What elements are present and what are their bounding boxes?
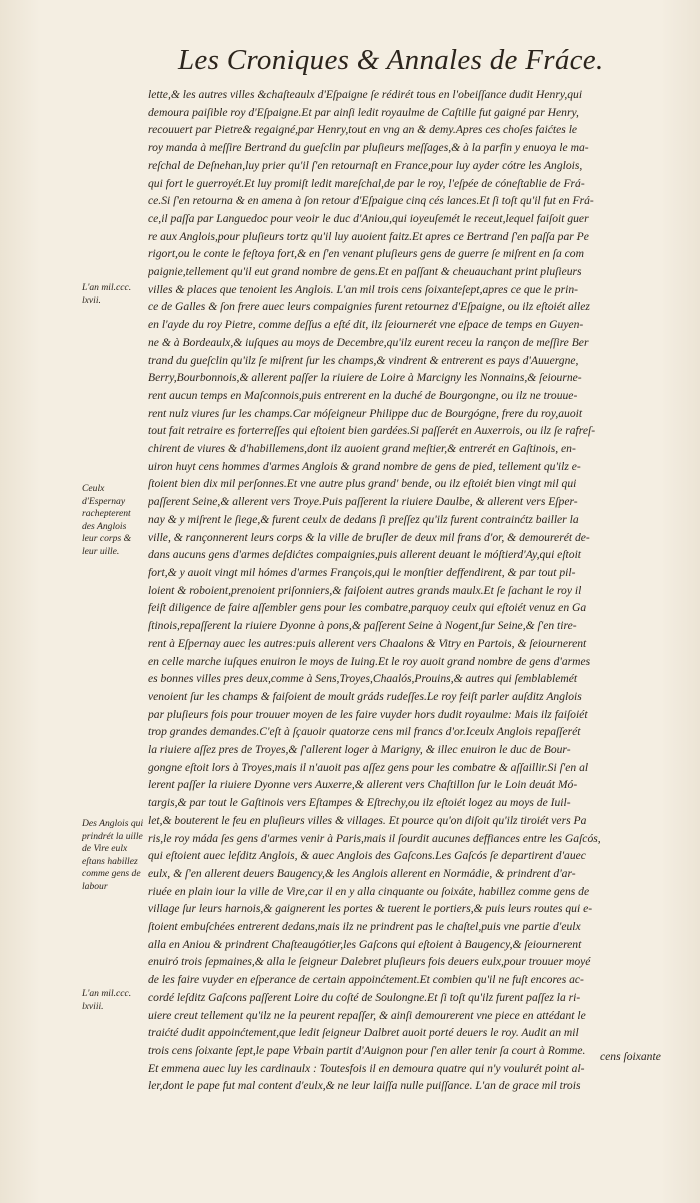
text-line: roy manda à meſſire Bertrand du gueſclin par pluſieurs meſſages,& à la parfin y enuoya le ma- — [148, 141, 589, 155]
text-line: es bonnes villes pres deux,comme à Sens,Troyes,Chaalós,Prouins,& autres qui ſemblablemét — [148, 672, 578, 686]
text-line: uiere creut tellement qu'ilz ne la peurent repaſſer, & ainſi demourerent vne piece en attédant le — [148, 1008, 586, 1022]
margin-note-espernay: Ceulx d'Espernay rachepterent des Anglois leur corps & leur uille. — [82, 483, 132, 557]
margin-note-year-1368: L'an mil.ccc. lxviii. — [82, 988, 132, 1012]
text-line: Et emmena auec luy les cardinaulx : Toutesfois il en demoura quatre qui n'y voulurét point al- — [148, 1061, 585, 1075]
text-line: ce.Si ſ'en retourna & en amena à ſon retour d'Eſpaigue cinq cés lances.Et ſi toſt qu'il fut en Frá- — [148, 194, 594, 208]
text-line: paſſerent Seine,& allerent vers Troye.Puis paſſerent la riuiere Daulbe, & allerent vers Eſper- — [148, 495, 578, 509]
main-text-block — [148, 86, 668, 1095]
text-line: ler,dont le pape fut mal content d'eulx,& ne leur laiſſa nulle puiſſance. L'an de grace mil trois — [148, 1079, 581, 1093]
text-line: ris,le roy máda ſes gens d'armes venir à Paris,mais il ſourdit aucunes deffiances entre les Gaſcós, — [148, 831, 601, 845]
text-line: qui eſtoient auec leſditz Anglois, & auec Anglois des Gaſcons.Les Gaſcós ſe departirent d'auec — [148, 849, 586, 863]
text-line: gongne eſtoit lors à Troyes,mais il n'auoit pas aſſez gens pour les combatre & aſſaillir.Si ſ'en al — [148, 760, 589, 774]
text-line: dans aucuns gens d'armes deſdićtes compaignies,puis allerent deuant le móſtierd'Ay,qui eſtoit — [148, 548, 582, 562]
text-line: tout fait retraire es forterreſſes qui eſtoient bien gardées.Si paſſerét en Auxerrois, ou ilz ſe rafreſ- — [148, 424, 596, 438]
text-line: eulx, & ſ'en allerent deuers Baugency,& les Anglois allerent en Normádie, & prindrent d'ar- — [148, 866, 576, 880]
text-line: lette,& les autres villes &chaſteaulx d'Eſpaigne ſe rédirét tous en l'obeiſſance dudit Henry,qui — [148, 88, 583, 101]
text-line: ſtoient embuſchées entrerent dedans,mais ilz ne prindrent pas le chaſtel,puis vne partie d'eulx — [148, 920, 581, 934]
text-line: rent à Eſpernay auec les autres:puis allerent vers Chaalons & Vitry en Partois, & ſeiournerent — [148, 636, 587, 650]
text-line: trand du gueſclin qu'ilz ſe miſrent ſur les champs,& vindrent & entrerent es pays d'Auuergne, — [148, 353, 579, 367]
running-title: Les Croniques & Annales de Fráce. — [178, 44, 604, 76]
text-line: enuiró trois ſepmaines,& alla le ſeigneur Dalebret pluſieurs fois deuers eulx,pour trouuer moyé — [148, 955, 591, 969]
catchword: cens ſoixante — [600, 1050, 661, 1063]
text-line: villes & places que tenoient les Anglois. L'an mil trois cens ſoixanteſept,apres ce que le prin- — [148, 282, 578, 296]
text-line: recouuert par Pietre& regaigné,par Henry,tout en vng an & demy.Apres ces choſes faićtes le — [148, 123, 578, 137]
margin-note-vire: Des Anglois qui prindrét la uille de Vire eulx eſtans habillez comme gens de labour — [82, 818, 144, 892]
text-line: cordé leſditz Gaſcons paſſerent Loire du coſté de Soulongne.Et ſi toſt qu'ilz furent paſſez la ri- — [148, 990, 581, 1004]
text-line: ſtinois,repaſſerent la riuiere Dyonne à pons,& paſſerent Seine à Nogent,ſur Seine,& ſ'en tire- — [148, 619, 577, 633]
text-line: ville, & rançonnerent leurs corps & la ville de bruſler de deux mil frans d'or, & demourerét de- — [148, 530, 590, 544]
text-line: feiſt diligence de faire aſſembler gens pour les combatre,parquoy ceulx qui eſtoiét venuz en Ga — [148, 601, 587, 615]
text-line: ce de Galles & ſon frere auec leurs compaignies furent retournez d'Eſpaigne, ou ilz eſtoiét allez — [148, 300, 590, 314]
text-line: targis,& par tout le Gaſtinois vers Eſtampes & Eſtrechy,ou ilz eſtoiét logez au moys de Iuil- — [148, 796, 571, 810]
text-line: trois cens ſoixante ſept,le pape Vrbain partit d'Auignon pour ſ'en aller tenir ſa court à Romme. — [148, 1043, 586, 1057]
margin-note-year-1367: L'an mil.ccc. lxvii. — [82, 282, 132, 306]
text-line: uiron huyt cens hommes d'armes Anglois & grand nombre de gens de pied, tellement qu'ilz e- — [148, 459, 581, 473]
text-line: la riuiere aſſez pres de Troyes,& ſ'allerent loger à Marigny, & illec enuiron le duc de Bour- — [148, 743, 571, 757]
text-line: traićté dudit appoinćtement,que ledit ſeigneur Dalbret auoit porté deuers le roy. Audit an mil — [148, 1026, 579, 1040]
text-line: paignie,tellement qu'il eut grand nombre de gens.Et en paſſant & cheuauchant print pluſieurs — [148, 265, 582, 279]
text-line: riuée en plain iour la ville de Vire,car il en y alla cinquante ou ſoixáte, habillez comme gens de — [148, 884, 590, 898]
text-line: lerent paſſer la riuiere Dyonne vers Auxerre,& allerent vers Chaſtillon ſur le Loin deuát Mó- — [148, 778, 578, 792]
text-line: ne & à Bordeaulx,& iuſques au moys de Decembre,qu'ilz eurent receu la rançon de meſſire Ber — [148, 335, 589, 349]
text-line: village ſur leurs harnois,& gaignerent les portes & tuerent le portiers,& puis leurs routes qui e- — [148, 902, 593, 916]
text-line: rent nulz viures ſur les champs.Car móſeigneur Philippe duc de Bourgógne, frere du roy,auoit — [148, 406, 583, 420]
text-line: rigort,ou le conte le feſtoya fort,& en ſ'en venant pluſieurs gens de guerre ſe miſrent en ſa com — [148, 247, 584, 261]
text-line: re aux Anglois,pour pluſieurs tortz qu'il luy auoient faitz.Et apres ce Bertrand ſ'en paſſa par Pe — [148, 229, 589, 243]
text-line: nay & y miſrent le ſiege,& furent ceulx de dedans ſi preſſez qu'ilz furent contrainćtz bailler la — [148, 512, 579, 526]
text-line: Berry,Bourbonnois,& allerent paſſer la riuiere de Loire à Marcigny les Nonnains,& ſeiourne- — [148, 371, 582, 385]
text-line: trop grandes demandes.C'eſt à ſçauoir quatorze cens mil francs d'or.Iceulx Anglois repaſſerét — [148, 725, 581, 739]
text-line: de les faire vuyder en eſperance de certain appoinćtement.Et combien qu'il ne fuſt encores ac- — [148, 973, 584, 987]
text-line: rent aucun temps en Maſconnois,puis entrerent en la duché de Bourgongne, ou ilz ne trouue- — [148, 388, 578, 402]
text-line: demoura paiſible roy d'Eſpaigne.Et par ainſi ledit royaulme de Caſtille fut gaigné par Henry, — [148, 105, 579, 119]
text-line: par pluſieurs fois pour trouuer moyen de les faire vuyder hors dudit royaulme: Mais ilz faiſoiét — [148, 707, 588, 721]
text-line: en celle marche iuſques enuiron le moys de Iuing.Et le roy auoit grand nombre de gens d'armes — [148, 654, 591, 668]
text-line: reſchal de Deſnehan,luy prier qu'il ſ'en retournaſt en France,pour luy ayder cótre les Anglois, — [148, 158, 583, 172]
text-line: qui fort le guerroyét.Et luy promiſt ledit mareſchal,de par le roy, l'eſpée de cóneſtablie de Frá- — [148, 176, 585, 190]
text-line: ce,il paſſa par Languedoc pour veoir le duc d'Aniou,qui ioyeuſemét le receut,lequel faiſoit guer — [148, 211, 589, 225]
text-line: chirent de viures & d'habillemens,dont ilz auoient grand meſtier,& entrerét en Gaſtinois, en- — [148, 442, 576, 456]
text-line: venoient ſur les champs & faiſoient de moult gráds rudeſſes.Le roy feiſt parler auſditz Anglois — [148, 689, 582, 703]
text-line: fort,& y auoit vingt mil hómes d'armes François,qui le monſtier deffendirent, & par tout pil- — [148, 565, 576, 579]
text-line: alla en Aniou & prindrent Chaſteaugótier,les Gaſcons qui eſtoient à Baugency,& ſeiournerent — [148, 937, 582, 951]
text-line: let,& bouterent le feu en pluſieurs villes & villages. Et pource qu'on diſoit qu'ilz tiroiét vers Pa — [148, 813, 587, 827]
text-line: en l'ayde du roy Pietre, comme deſſus a eſté dit, ilz ſeiournerét vne eſpace de temps en Guyen- — [148, 318, 584, 332]
text-line: ſtoient bien dix mil perſonnes.Et vne autre plus grand' bende, ou ilz eſtoiét bien vingt mil qui — [148, 477, 577, 491]
text-line: loient & roboient,prenoient priſonniers,& faiſoient autres grands maulx.Et ſe ſachant le roy il — [148, 583, 582, 597]
